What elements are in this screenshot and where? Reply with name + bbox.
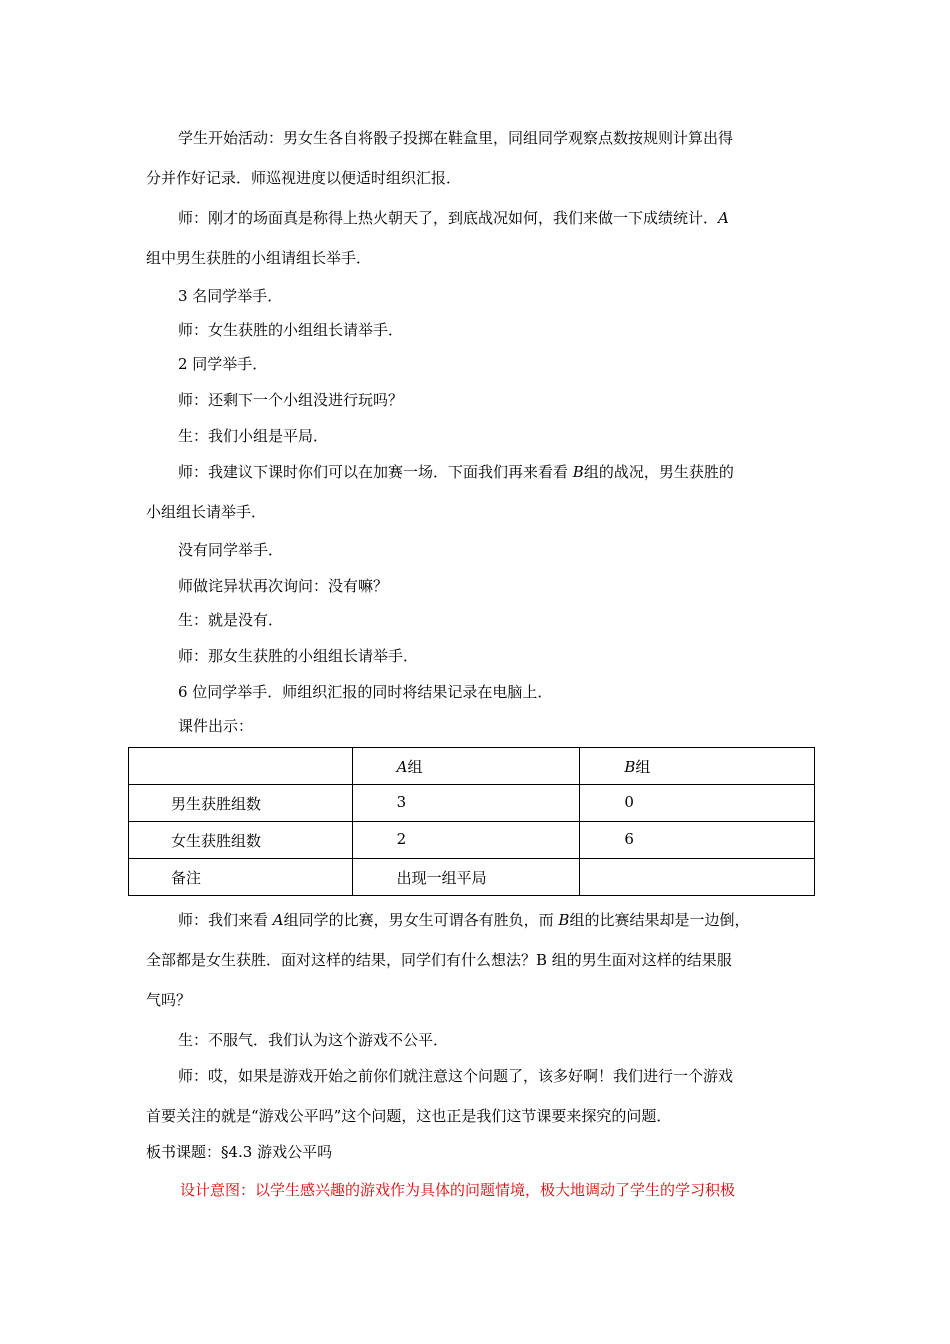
paragraph-no-raise: 没有同学举手．	[178, 541, 284, 559]
paragraph-teacher-fairness-line2: 首要关注的就是“游戏公平吗”这个问题，这也正是我们这节课要来探究的问题．	[146, 1107, 672, 1125]
paragraph-student-draw: 生：我们小组是平局．	[178, 427, 329, 445]
teacher-group-b-pre: 师：我建议下课时你们可以在加赛一场．下面我们再来看看	[178, 463, 573, 481]
row-value-a: 2	[352, 822, 580, 859]
paragraph-student-unfair: 生：不服气．我们认为这个游戏不公平．	[178, 1031, 449, 1049]
row-label: 女生获胜组数	[129, 822, 353, 859]
paragraph-teacher-group-b-line2: 小组组长请举手．	[146, 503, 267, 521]
paragraph-three-raise: 3 名同学举手．	[178, 287, 283, 305]
paragraph-teacher-fairness-line1: 师：哎，如果是游戏开始之前你们就注意这个问题了，该多好啊！我们进行一个游戏	[178, 1067, 734, 1085]
table-header-group-a	[352, 748, 580, 785]
paragraph-teacher-surprised: 师做诧异状再次询问：没有嘛？	[178, 577, 389, 595]
paragraph-teacher-girls-b: 师：那女生获胜的小组组长请举手．	[178, 647, 419, 665]
paragraph-student-none: 生：就是没有．	[178, 611, 284, 629]
paragraph-teacher-remaining: 师：还剩下一个小组没进行玩吗？	[178, 391, 404, 409]
results-table	[128, 747, 815, 896]
compare-pre: 师：我们来看	[178, 911, 273, 929]
compare-post: 组的比赛结果却是一边倒，	[569, 911, 750, 929]
paragraph-two-raise: 2 同学举手．	[178, 355, 268, 373]
header-a-text: 组	[407, 758, 423, 776]
teacher-group-b-post: 组的战况，男生获胜的	[583, 463, 734, 481]
paragraph-teacher-girls: 师：女生获胜的小组组长请举手．	[178, 321, 404, 339]
group-a-variable: A	[718, 209, 729, 227]
paragraph-six-raise: 6 位同学举手．师组织汇报的同时将结果记录在电脑上．	[178, 683, 553, 701]
group-b-variable: B	[572, 463, 584, 481]
table-header-row	[129, 748, 815, 785]
header-b-variable: B	[624, 758, 636, 776]
row-value-a: 出现一组平局	[352, 859, 580, 896]
paragraph-board-title: 板书课题：§4.3 游戏公平吗	[146, 1143, 333, 1161]
table-header-group-b	[580, 748, 815, 785]
row-label: 备注	[129, 859, 353, 896]
row-label: 男生获胜组数	[129, 785, 353, 822]
paragraph-teacher-compare-line1	[178, 910, 749, 930]
paragraph-student-activity-line2: 分并作好记录．师巡视进度以便适时组织汇报．	[146, 169, 462, 187]
compare-var-a: A	[272, 911, 284, 929]
compare-var-b: B	[558, 911, 570, 929]
paragraph-teacher-compare-line3: 气吗？	[146, 991, 192, 1009]
paragraph-courseware: 课件出示：	[178, 717, 254, 735]
row-value-b: 6	[580, 822, 815, 859]
paragraph-student-activity-line1: 学生开始活动：男女生各自将骰子投掷在鞋盒里，同组同学观察点数按规则计算出得	[178, 129, 734, 147]
paragraph-teacher-stats-line2: 组中男生获胜的小组请组长举手．	[146, 249, 372, 267]
table-row	[129, 785, 815, 822]
paragraph-teacher-group-b-line1	[178, 462, 734, 482]
paragraph-teacher-stats-line1	[178, 208, 729, 228]
row-value-b	[580, 859, 815, 896]
row-value-b: 0	[580, 785, 815, 822]
row-value-a: 3	[352, 785, 580, 822]
compare-mid: 组同学的比赛，男女生可谓各有胜负，而	[283, 911, 559, 929]
table-row	[129, 859, 815, 896]
paragraph-teacher-compare-line2: 全部都是女生获胜．面对这样的结果，同学们有什么想法？B 组的男生面对这样的结果服	[146, 951, 732, 969]
table-row	[129, 822, 815, 859]
header-a-variable: A	[396, 758, 408, 776]
teacher-stats-text: 师：刚才的场面真是称得上热火朝天了，到底战况如何，我们来做一下成绩统计．	[178, 209, 719, 227]
paragraph-design-intent: 设计意图：以学生感兴趣的游戏作为具体的问题情境，极大地调动了学生的学习积极	[180, 1181, 736, 1199]
table-header-blank	[129, 748, 353, 785]
header-b-text: 组	[635, 758, 651, 776]
